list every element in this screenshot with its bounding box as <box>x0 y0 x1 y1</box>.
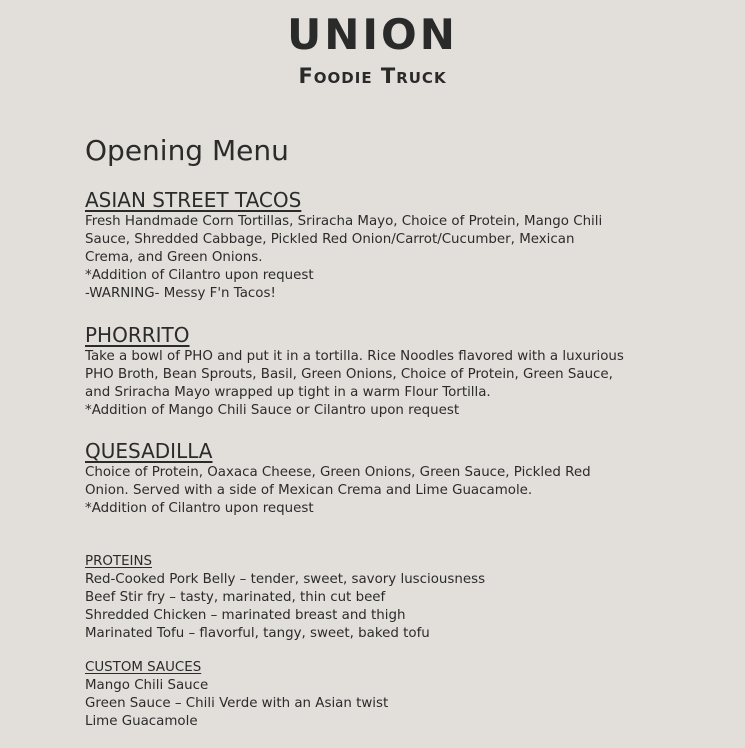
custom-sauces-title: CUSTOM SAUCES <box>85 660 202 675</box>
menu-item-name: PHORRITO <box>85 323 190 347</box>
protein-item: Beef Stir fry – tasty, marinated, thin cut beef <box>85 590 386 605</box>
sauce-item: Lime Guacamole <box>85 714 198 729</box>
menu-item-note: *Addition of Mango Chili Sauce or Cilantro upon request <box>85 403 460 418</box>
menu-item-asian-street-tacos <box>85 188 685 303</box>
protein-item: Shredded Chicken – marinated breast and thigh <box>85 608 406 623</box>
sauce-item: Mango Chili Sauce <box>85 678 209 693</box>
menu-item-note: *Addition of Cilantro upon request <box>85 268 314 283</box>
protein-item: Red-Cooked Pork Belly – tender, sweet, savory lusciousness <box>85 572 486 587</box>
menu-item-description-line: PHO Broth, Bean Sprouts, Basil, Green Onions, Choice of Protein, Green Sauce, <box>85 367 613 382</box>
menu-item-phorrito <box>85 323 685 420</box>
menu-item-warning: -WARNING- Messy F'n Tacos! <box>85 286 276 301</box>
menu-item-description-line: Crema, and Green Onions. <box>85 250 263 265</box>
menu-item-quesadilla <box>85 439 685 518</box>
menu-item-name: ASIAN STREET TACOS <box>85 188 302 212</box>
custom-sauces-list <box>85 659 685 731</box>
menu-item-name: QUESADILLA <box>85 439 213 463</box>
menu-item-description-line: and Sriracha Mayo wrapped up tight in a warm Flour Tortilla. <box>85 385 491 400</box>
menu-item-description-line: Fresh Handmade Corn Tortillas, Sriracha Mayo, Choice of Protein, Mango Chili <box>85 214 603 229</box>
brand-title: UNION <box>287 10 458 59</box>
menu-item-description-line: Take a bowl of PHO and put it in a tortilla. Rice Noodles flavored with a luxurious <box>85 349 624 364</box>
menu-item-description-line: Onion. Served with a side of Mexican Crema and Lime Guacamole. <box>85 483 533 498</box>
sauce-item: Green Sauce – Chili Verde with an Asian twist <box>85 696 389 711</box>
menu-item-description-line: Choice of Protein, Oaxaca Cheese, Green Onions, Green Sauce, Pickled Red <box>85 465 591 480</box>
proteins-list <box>85 553 685 643</box>
proteins-title: PROTEINS <box>85 554 153 569</box>
menu-item-note: *Addition of Cilantro upon request <box>85 501 314 516</box>
protein-item: Marinated Tofu – flavorful, tangy, sweet, baked tofu <box>85 626 430 641</box>
menu-heading: Opening Menu <box>85 134 289 167</box>
menu-item-description-line: Sauce, Shredded Cabbage, Pickled Red Onion/Carrot/Cucumber, Mexican <box>85 232 575 247</box>
brand-tagline: Foodie Truck <box>298 64 447 88</box>
